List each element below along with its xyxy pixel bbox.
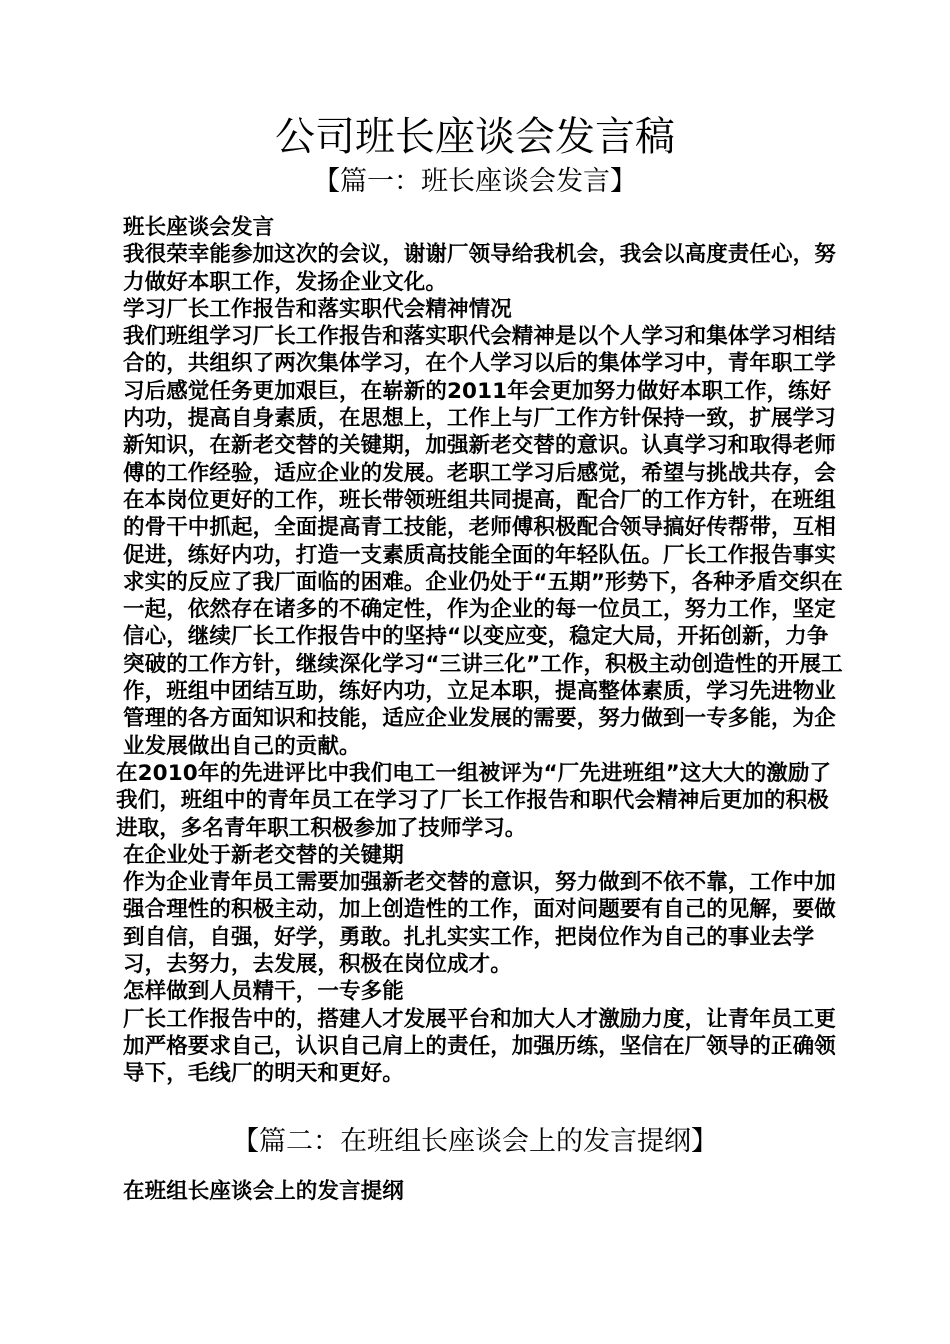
paragraph: 厂长工作报告中的，搭建人才发展平台和加大人才激励力度，让青年员工更加严格要求自己，认识自己肩上的责任，加强历练，坚信在厂领导的正确领导下，毛线厂的明天和更好。	[123, 1006, 836, 1087]
paragraph-heading: 班长座谈会发言	[123, 215, 275, 240]
section-1-title: 【篇一：班长座谈会发言】	[313, 166, 637, 197]
section-2-title: 【篇二：在班组长座谈会上的发言提纲】	[232, 1126, 718, 1157]
paragraph-heading: 在班组长座谈会上的发言提纲	[123, 1179, 404, 1204]
paragraph: 我很荣幸能参加这次的会议，谢谢厂领导给我机会，我会以高度责任心，努力做好本职工作，发扬企业文化。	[123, 242, 836, 295]
paragraph-heading: 在企业处于新老交替的关键期	[123, 842, 404, 868]
paragraph: 我们班组学习厂长工作报告和落实职代会精神是以个人学习和集体学习相结合的，共组织了两次集体学习，在个人学习以后的集体学习中，青年职工学习后感觉任务更加艰巨，在崭新的2011年会更加努力做好本职工作，练好内功，提高自身素质，在思想上，工作上与厂工作方针保持一致，扩展学习新知识，在新老交替的关键期，加强新老交替的意识。认真学习和取得老师傅的工作经验，适应企业的发展。老职工学习后感觉，希望与挑战共存，会在本岗位更好的工作，班长带领班组共同提高，配合厂的工作方针，在班组的骨干中抓起，全面提高青工技能，老师傅积极配合领导搞好传帮带，互相促进，练好内功，打造一支素质高技能全面的年轻队伍。厂长工作报告事实求实的反应了我厂面临的困难。企业仍处于“五期”形势下，各种矛盾交织在一起，依然存在诸多的不确定性，作为企业的每一位员工，努力工作，坚定信心，继续厂长工作报告中的坚持“以变应变，稳定大局，开拓创新，力争突破的工作方针，继续深化学习“三讲三化”工作，积极主动创造性的开展工作，班组中团结互助，练好内功，立足本职，提高整体素质，学习先进物业管理的各方面知识和技能，适应企业发展的需要，努力做到一专多能，为企业发展做出自己的贡献。	[123, 324, 843, 759]
paragraph: 在2010年的先进评比中我们电工一组被评为“厂先进班组”这大大的激励了我们，班组中的青年员工在学习了厂长工作报告和职代会精神后更加的积极进取，多名青年职工积极参加了技师学习。	[116, 760, 832, 841]
paragraph: 作为企业青年员工需要加强新老交替的意识，努力做到不依不靠，工作中加强合理性的积极主动，加上创造性的工作，面对问题要有自己的见解，要做到自信，自强，好学，勇敢。扎扎实实工作，把岗位作为自己的事业去学习，去努力，去发展，积极在岗位成才。	[123, 870, 836, 978]
section-1-body	[116, 214, 844, 1088]
paragraph-heading: 学习厂长工作报告和落实职代会精神情况	[123, 296, 512, 322]
document-title: 公司班长座谈会发言稿	[275, 114, 675, 160]
paragraph-heading: 怎样做到人员精干，一专多能	[123, 979, 404, 1005]
section-2-body	[116, 1178, 844, 1205]
